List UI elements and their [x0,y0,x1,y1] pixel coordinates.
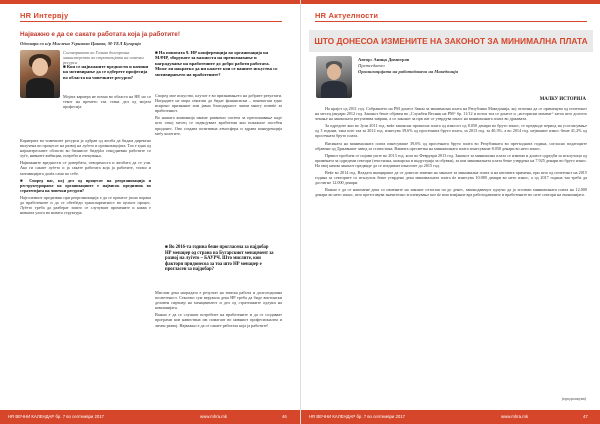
footer-publication: HR ВЕЧНИ КАЛЕНДАР бр. 7 во септември 2017 [8,414,105,419]
author-block [358,57,588,75]
header-bar [0,0,300,4]
paragraph: Во нашата компанија имаме развиено систем за препознавање каде што секој месец се издвојуваат вработени кои покажале посебен придонес. Ова создава позитивна атмосфера и здрава конкуренција меѓу колегите. [155,115,282,136]
page-footer [0,410,300,424]
page-number: 46 [282,414,287,419]
interviewee-photo [20,50,60,98]
page-footer [301,410,600,424]
paragraph: Најголемиот предизвик при реорганизација е да се пренесе јасна порака до вработените и да се обезбеди транспарентност во целиот процес. Луѓето треба да разберат зошто се случуваат промените и каква е нивната улога во новата структура. [20,194,151,216]
paragraph: Мислам дека наградата е резултат на тимска работа и долгогодишна посветеност. Секогаш сум верувала дека НР треба да биде вистински деловен партнер на менаџментот и дел од стратешките одлуки на компанијата. [155,290,282,311]
paragraph: Кариерата во човечките ресурси ја одбрав од желба да бидам директно вклучена во процесот на развој на луѓето и организацијата. Тоа е една од најинтересните области во бизнисот бидејќи секојдневно работите со луѓе, нивните амбиции, потреби и очекувања. [20,138,151,159]
paragraph: Веќе во 2014 год. Владата иницираше да се донесат измени на законот за минимална плата и на неговата примена, при што од почетокот на 2015 година за секторите со исклучок беше утврдено дека минималната плата ќе изнесува 10.080 денари во нето износ, а од 2017 година таа треба да достигне 12.000 денари. [315,170,587,186]
article-headline: ШТО ДОНЕСОА ИЗМЕНИТЕ НА ЗАКОНОТ ЗА МИНИМАЛНА ПЛАТА [309,30,593,52]
question-4: ■ Во 2016-та година беше прогласена за најдобар НР менаџер од страна на Бугарскиот менаџмент за развој на луѓето – БАУРЧ. Што мислите, кои фактори придонесоа за тоа што НР менаџер е прогласен за најдобар? [165,245,274,272]
footer-url[interactable]: www.mhra.mk [200,414,227,419]
author-role: Претседател [358,63,385,68]
paragraph: За одредите кои во Јули 2011 год. веќе законски прописна плата од износот од 8.050 денари во бруто износ, се предвиде период на усогласување од 3 години, така што таа за 2012 год. изнесува 39,6% од просечната бруто плата, за 2013 год. за 40,3%, а во 2014 год. нејзиниот износ беше 41,2% од просечната бруто плата. [315,123,587,139]
photo-caption: Соговорникот во Главна долгорочна министерство во стратегијата на човечки ресурси [63,50,144,65]
paragraph: На крајот од 2011 год. Собранието на РМ донесе Закон за минимална плата на Република Македонија, кој отпочна да се применува од почетокот на месец јануари 2012 год. Законот беше објавен во „Службен Весник на РМ“ бр. 11/12 и потоа тоа се донесе и „историски момент“ затоа што долгото чекање на законската регулатива заврши, а со законот за прв пат се утврдува износ на минималната плата во државата. [315,106,587,122]
paragraph: Првиот проблем се појави уште во 2013 год. кога во Февруари 2013 год. Законот за минимална плата се измени и донесе одредби за исклучоци од примената за одредени сектори (текстилна, кожарска и индустрија за обувки), за кои минималната плата беше утврдена на 7.925 денари во бруто износ. На овој начин законот предвиде да се изедначат износите до 2015 год. [315,152,587,168]
paragraph: Важно е да се напомене дека со измените на законот оттогаш па до денес, законодавецот одлучи да ја зголеми минималната плата на 12.000 денари во нето износ, што претставува значително зголемување кое ќе има влијание врз работодавачите и вработените во сите сектори на економијата. [315,187,587,198]
continued-note: (продолжува) [561,396,586,401]
footer-publication: HR ВЕЧНИ КАЛЕНДАР бр. 7 во септември 2017 [309,414,406,419]
right-page [300,0,600,424]
header-bar [301,0,600,4]
paragraph: Важно е да се слушаат потребите на вработените и да се создаваат програми кои навистина им помагаат во нивниот професионален и личен развој. Најважно е да се сакате работата која ја работите! [155,312,282,328]
article-column-2 [155,93,282,138]
author-photo [316,56,352,98]
author-name: Аница Димитров [373,57,410,62]
article-column-2-end [155,290,282,330]
section-title: HR Актуелности [315,11,379,20]
article-body [315,106,587,200]
question-2: ■ Според вас, кој дел од процесот на реорганизација и реструктурирање на организациите е највисок предизвик во стратегијата на човечки ресурси? [20,177,151,193]
page-number: 47 [583,414,588,419]
article-column-1 [20,138,151,217]
author-organization: Организацијата на работодавачи на Македонија [358,69,458,74]
footer-url[interactable]: www.mhra.mk [501,414,528,419]
section-divider [315,21,587,22]
section-title: HR Интервју [20,11,69,20]
paragraph: Најважните вредности се довербата, отвореноста и желбата да се учи. Ако ги сакате луѓето и ја сакате работата која ја работите, тогаш и мотивацијата доаѓа сама по себе. [20,160,151,176]
paragraph: Според мое искуство, клучот е во признавањето на добрите резултати. Наградите не мора секогаш да бидат финансиски – понекогаш едно искрено признание или јавна благодарност значи многу повеќе за вработениот. [155,93,282,114]
question-1: ■ Кои се најважните вредности и начини на мотивирање да се одберете професија во областа на човечките ресурси? [63,64,149,80]
article-headline: Најважно е да се сакате работата која ја работите! [20,31,180,38]
section-subheading: МАЛКУ ИСТОРИЈА [539,97,586,102]
paragraph: Висината на минималната плата изнесуваше 39,6% од просечната бруто плата во Републиката во претходната година, согласно податоците објавени од Државниот завод за статистика. Ваквата пресметка на минималната плата изнесуваше 8.050 денари во нето износ. [315,140,587,151]
question-3: ■ На попатата 9. НР конференција во организација на МАЧР, зборувате за важноста на препознавање и наградување на вработените до добро работи работата. Може ли накратко да ни кажете кои се вашите искуства со мотивирањето на вработените? [155,50,278,77]
answer-1-intro: Мојата кариера не почна во областа на НР, но со текот на времето таа стана дел од мојата професија. [63,94,151,110]
author-label: Автор: [358,57,373,62]
section-divider [20,21,282,22]
article-byline: Одговара со н/р Миглена Угринова Цакова, М-ТЕЛ Бугарија [20,41,141,46]
